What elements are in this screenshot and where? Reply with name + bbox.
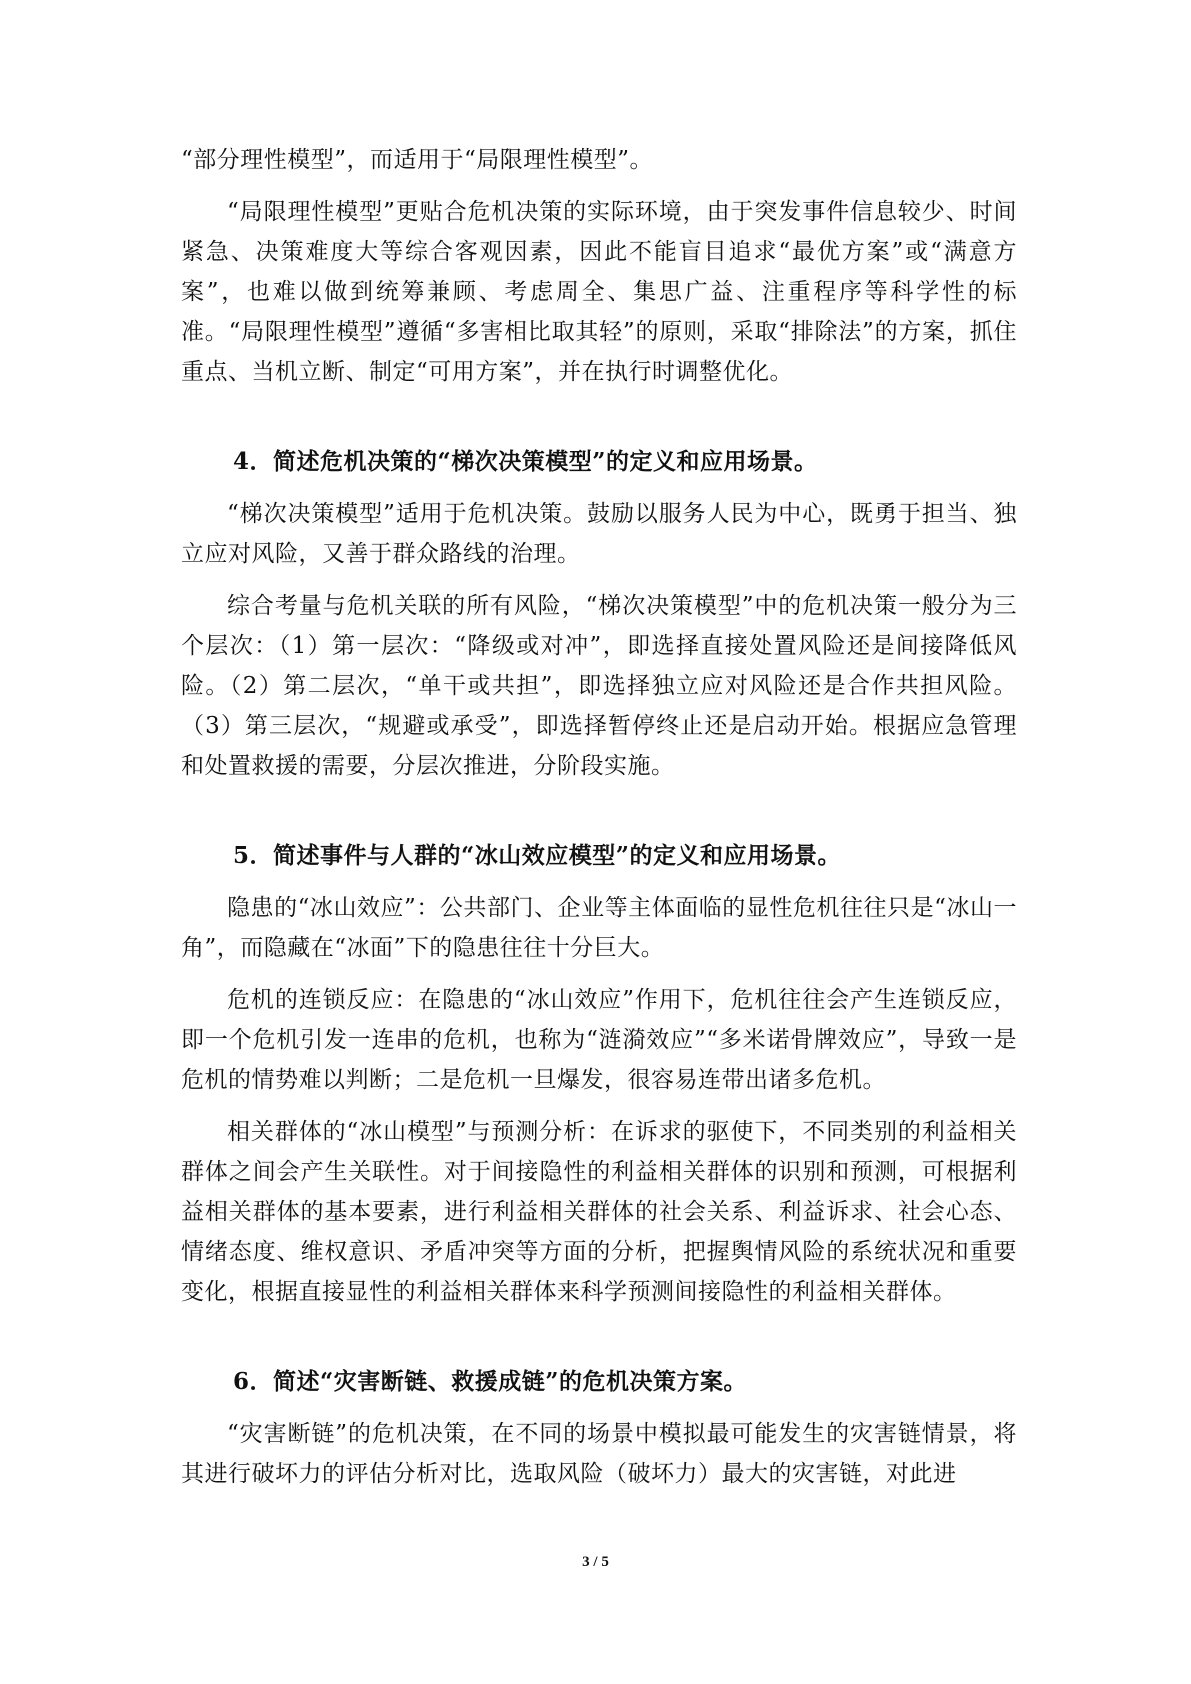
- paragraph: “灾害断链”的危机决策，在不同的场景中模拟最可能发生的灾害链情景，将其进行破坏力的评估分析对比，选取风险（破坏力）最大的灾害链，对此进: [181, 1421, 1017, 1487]
- page-content: [181, 140, 1017, 1506]
- paragraph: 综合考量与危机关联的所有风险，“梯次决策模型”中的危机决策一般分为三个层次：（1）第一层次：“降级或对冲”，即选择直接处置风险还是间接降低风险。（2）第二层次，“单干或共担”，即选择独立应对风险还是合作共担风险。（3）第三层次，“规避或承受”，即选择暂停终止还是启动开始。根据应急管理和处置救援的需要，分层次推进，分阶段实施。: [181, 593, 1017, 779]
- paragraph: “梯次决策模型”适用于危机决策。鼓励以服务人民为中心，既勇于担当、独立应对风险，又善于群众路线的治理。: [181, 501, 1017, 567]
- page-number: 3 / 5: [582, 1554, 609, 1570]
- paragraph: “局限理性模型”更贴合危机决策的实际环境，由于突发事件信息较少、时间紧急、决策难度大等综合客观因素，因此不能盲目追求“最优方案”或“满意方案”，也难以做到统筹兼顾、考虑周全、集思广益、注重程序等科学性的标准。“局限理性模型”遵循“多害相比取其轻”的原则，采取“排除法”的方案，抓住重点、当机立断、制定“可用方案”，并在执行时调整优化。: [181, 199, 1017, 385]
- section-heading: 5．简述事件与人群的“冰山效应模型”的定义和应用场景。: [233, 842, 841, 869]
- paragraph: 隐患的“冰山效应”：公共部门、企业等主体面临的显性危机往往只是“冰山一角”，而隐藏在“冰面”下的隐患往往十分巨大。: [181, 895, 1017, 961]
- section-heading: 6．简述“灾害断链、救援成链”的危机决策方案。: [233, 1368, 747, 1395]
- paragraph: “部分理性模型”，而适用于“局限理性模型”。: [181, 147, 654, 173]
- paragraph: 危机的连锁反应：在隐患的“冰山效应”作用下，危机往往会产生连锁反应，即一个危机引发一连串的危机，也称为“涟漪效应”“多米诺骨牌效应”，导致一是危机的情势难以判断；二是危机一旦爆发，很容易连带出诸多危机。: [181, 987, 1017, 1093]
- paragraph: 相关群体的“冰山模型”与预测分析：在诉求的驱使下，不同类别的利益相关群体之间会产生关联性。对于间接隐性的利益相关群体的识别和预测，可根据利益相关群体的基本要素，进行利益相关群体的社会关系、利益诉求、社会心态、情绪态度、维权意识、矛盾冲突等方面的分析，把握舆情风险的系统状况和重要变化，根据直接显性的利益相关群体来科学预测间接隐性的利益相关群体。: [181, 1119, 1017, 1305]
- section-heading: 4．简述危机决策的“梯次决策模型”的定义和应用场景。: [233, 448, 818, 475]
